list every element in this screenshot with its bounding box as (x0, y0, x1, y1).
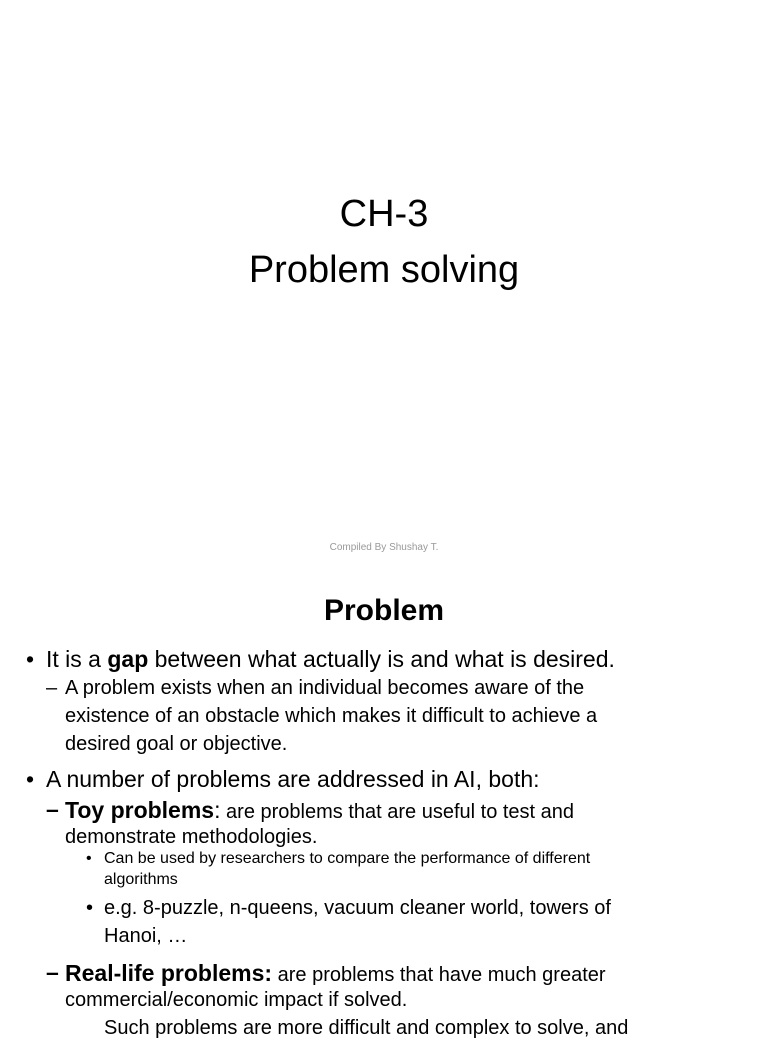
dash-marker: – (46, 677, 58, 699)
slide-footer: Compiled By Shushay T. (329, 542, 439, 553)
bullet-marker: • (86, 850, 92, 867)
sub-bullet-text: A problem exists when an individual becomes aware of the (65, 677, 585, 699)
toy-problems-item: Toy problems: are problems that are useful to test and (65, 797, 575, 823)
chapter-title: CH-3 (339, 193, 429, 235)
toy-examples-text: Hanoi, … (104, 925, 188, 947)
sub-bullet-text: existence of an obstacle which makes it difficult to achieve a (65, 705, 598, 727)
real-life-problems-item: Real-life problems: are problems that have much greater (65, 960, 606, 986)
bullet-marker: • (86, 897, 94, 919)
toy-sub-text: algorithms (104, 871, 178, 888)
chapter-subtitle: Problem solving (248, 249, 520, 291)
bullet-marker: • (26, 766, 35, 792)
toy-sub-text: Can be used by researchers to compare the performance of different (104, 850, 591, 867)
slide-problem (0, 576, 768, 1039)
real-life-problems-text: commercial/economic impact if solved. (65, 989, 408, 1011)
sub-bullet-text: desired goal or objective. (65, 733, 288, 755)
dash-marker: – (46, 959, 59, 985)
slide-heading: Problem (323, 594, 445, 627)
bullet-gap-definition: It is a gap between what actually is and what is desired. (46, 646, 615, 672)
bullet-marker: • (26, 646, 35, 672)
bullet-ai-problems: A number of problems are addressed in AI, both: (46, 766, 540, 792)
toy-problems-text: demonstrate methodologies. (65, 826, 318, 848)
real-life-sub-text-partial: Such problems are more difficult and complex to solve, and (104, 1017, 629, 1039)
toy-examples-text: e.g. 8-puzzle, n-queens, vacuum cleaner world, towers of (104, 897, 611, 919)
dash-marker: – (46, 796, 59, 822)
